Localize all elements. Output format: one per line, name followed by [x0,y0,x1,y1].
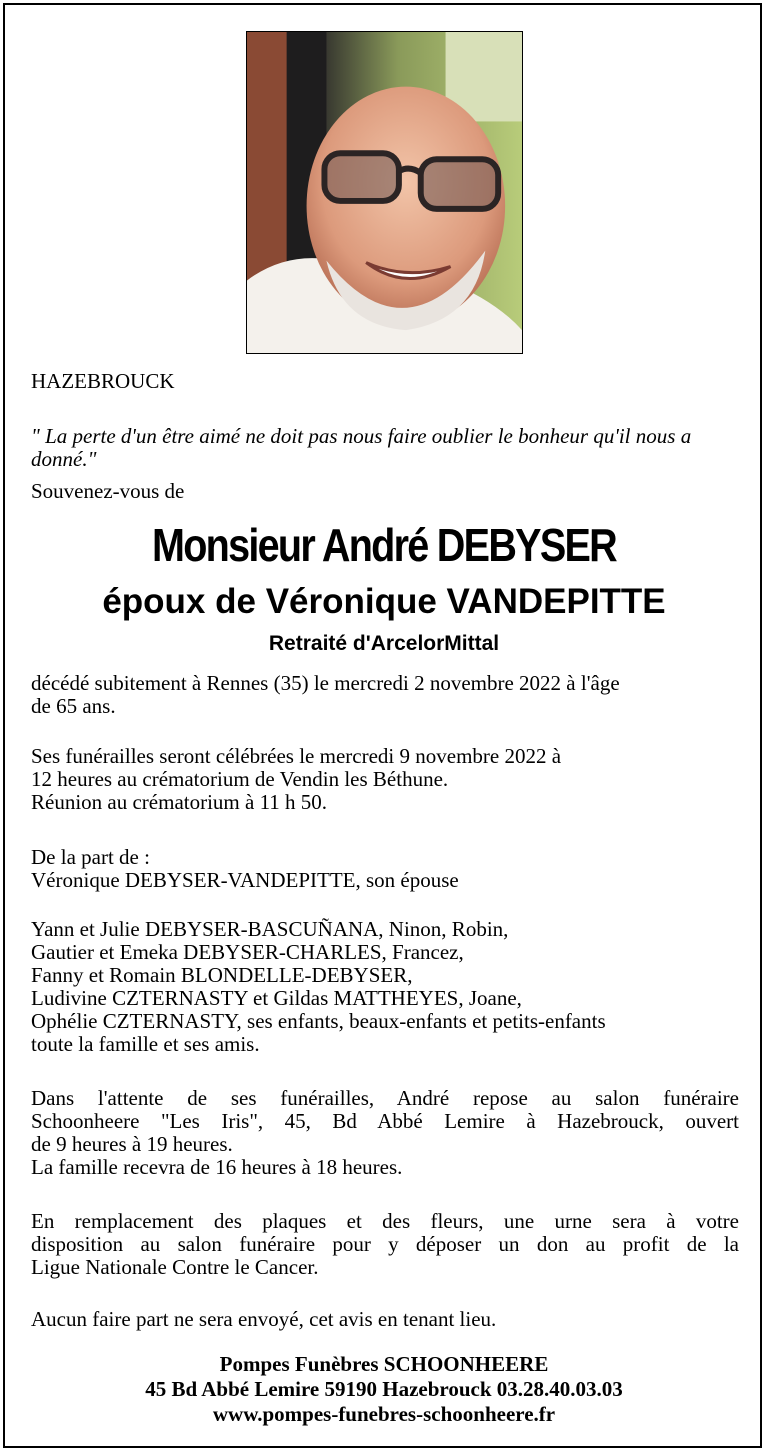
funeral-home-name: Pompes Funèbres SCHOONHEERE [219,1352,549,1376]
paragraph-line: En remplacement des plaques et des fleurs, une urne sera à votre [31,1209,739,1233]
family-line: Yann et Julie DEBYSER-BASCUÑANA, Ninon, Robin, [31,917,509,941]
from-spouse: Véronique DEBYSER-VANDEPITTE, son épouse [31,868,459,892]
paragraph-line: disposition au salon funéraire pour y déposer un don au profit de la [31,1232,739,1256]
paragraph-line: 12 heures au crématorium de Vendin les Béthune. [31,767,449,791]
notice-text: Aucun faire part ne sera envoyé, cet avis en tenant lieu. [31,1307,497,1331]
family-line: toute la famille et ses amis. [31,1032,260,1056]
family-line: Gautier et Emeka DEBYSER-CHARLES, Francez, [31,940,464,964]
funeral-home-address: 45 Bd Abbé Lemire 59190 Hazebrouck 03.28.40.03.03 [145,1377,623,1401]
paragraph-line: Schoonheere "Les Iris", 45, Bd Abbé Lemire à Hazebrouck, ouvert [31,1109,739,1133]
deceased-name: Monsieur André DEBYSER [151,519,617,571]
family-line: Ludivine CZTERNASTY et Gildas MATTHEYES, Joane, [31,986,522,1010]
resting-paragraph [31,1087,739,1179]
quote-line: " La perte d'un être aimé ne doit pas nous faire oublier le bonheur qu'il nous a [31,424,692,448]
paragraph-line: Réunion au crématorium à 11 h 50. [31,790,328,814]
death-paragraph [31,672,739,718]
remember-text: Souvenez-vous de [31,479,185,503]
donation-paragraph [31,1210,739,1279]
funeral-paragraph [31,745,739,814]
funeral-home-footer [0,1352,768,1427]
funeral-home-website: www.pompes-funebres-schoonheere.fr [212,1402,556,1426]
city: HAZEBROUCK [31,369,175,393]
from-section [31,846,739,892]
from-label: De la part de : [31,845,150,869]
paragraph-line: Dans l'attente de ses funérailles, André repose au salon funéraire [31,1086,739,1110]
family-line: Ophélie CZTERNASTY, ses enfants, beaux-enfants et petits-enfants [31,1009,606,1033]
occupation: Retraité d'ArcelorMittal [268,632,500,655]
quote-line: donné." [31,447,97,471]
paragraph-line: de 65 ans. [31,694,116,718]
paragraph-line: Ses funérailles seront célébrées le mercredi 9 novembre 2022 à [31,744,562,768]
paragraph-line: La famille recevra de 16 heures à 18 heures. [31,1155,403,1179]
spouse-line: époux de Véronique VANDEPITTE [102,582,666,621]
paragraph-line: de 9 heures à 19 heures. [31,1132,233,1156]
paragraph-line: Ligue Nationale Contre le Cancer. [31,1255,319,1279]
paragraph-line: décédé subitement à Rennes (35) le mercredi 2 novembre 2022 à l'âge [31,671,620,695]
portrait-photo [246,31,523,354]
family-list [31,918,739,1056]
family-line: Fanny et Romain BLONDELLE-DEBYSER, [31,963,413,987]
memorial-quote [31,425,739,471]
